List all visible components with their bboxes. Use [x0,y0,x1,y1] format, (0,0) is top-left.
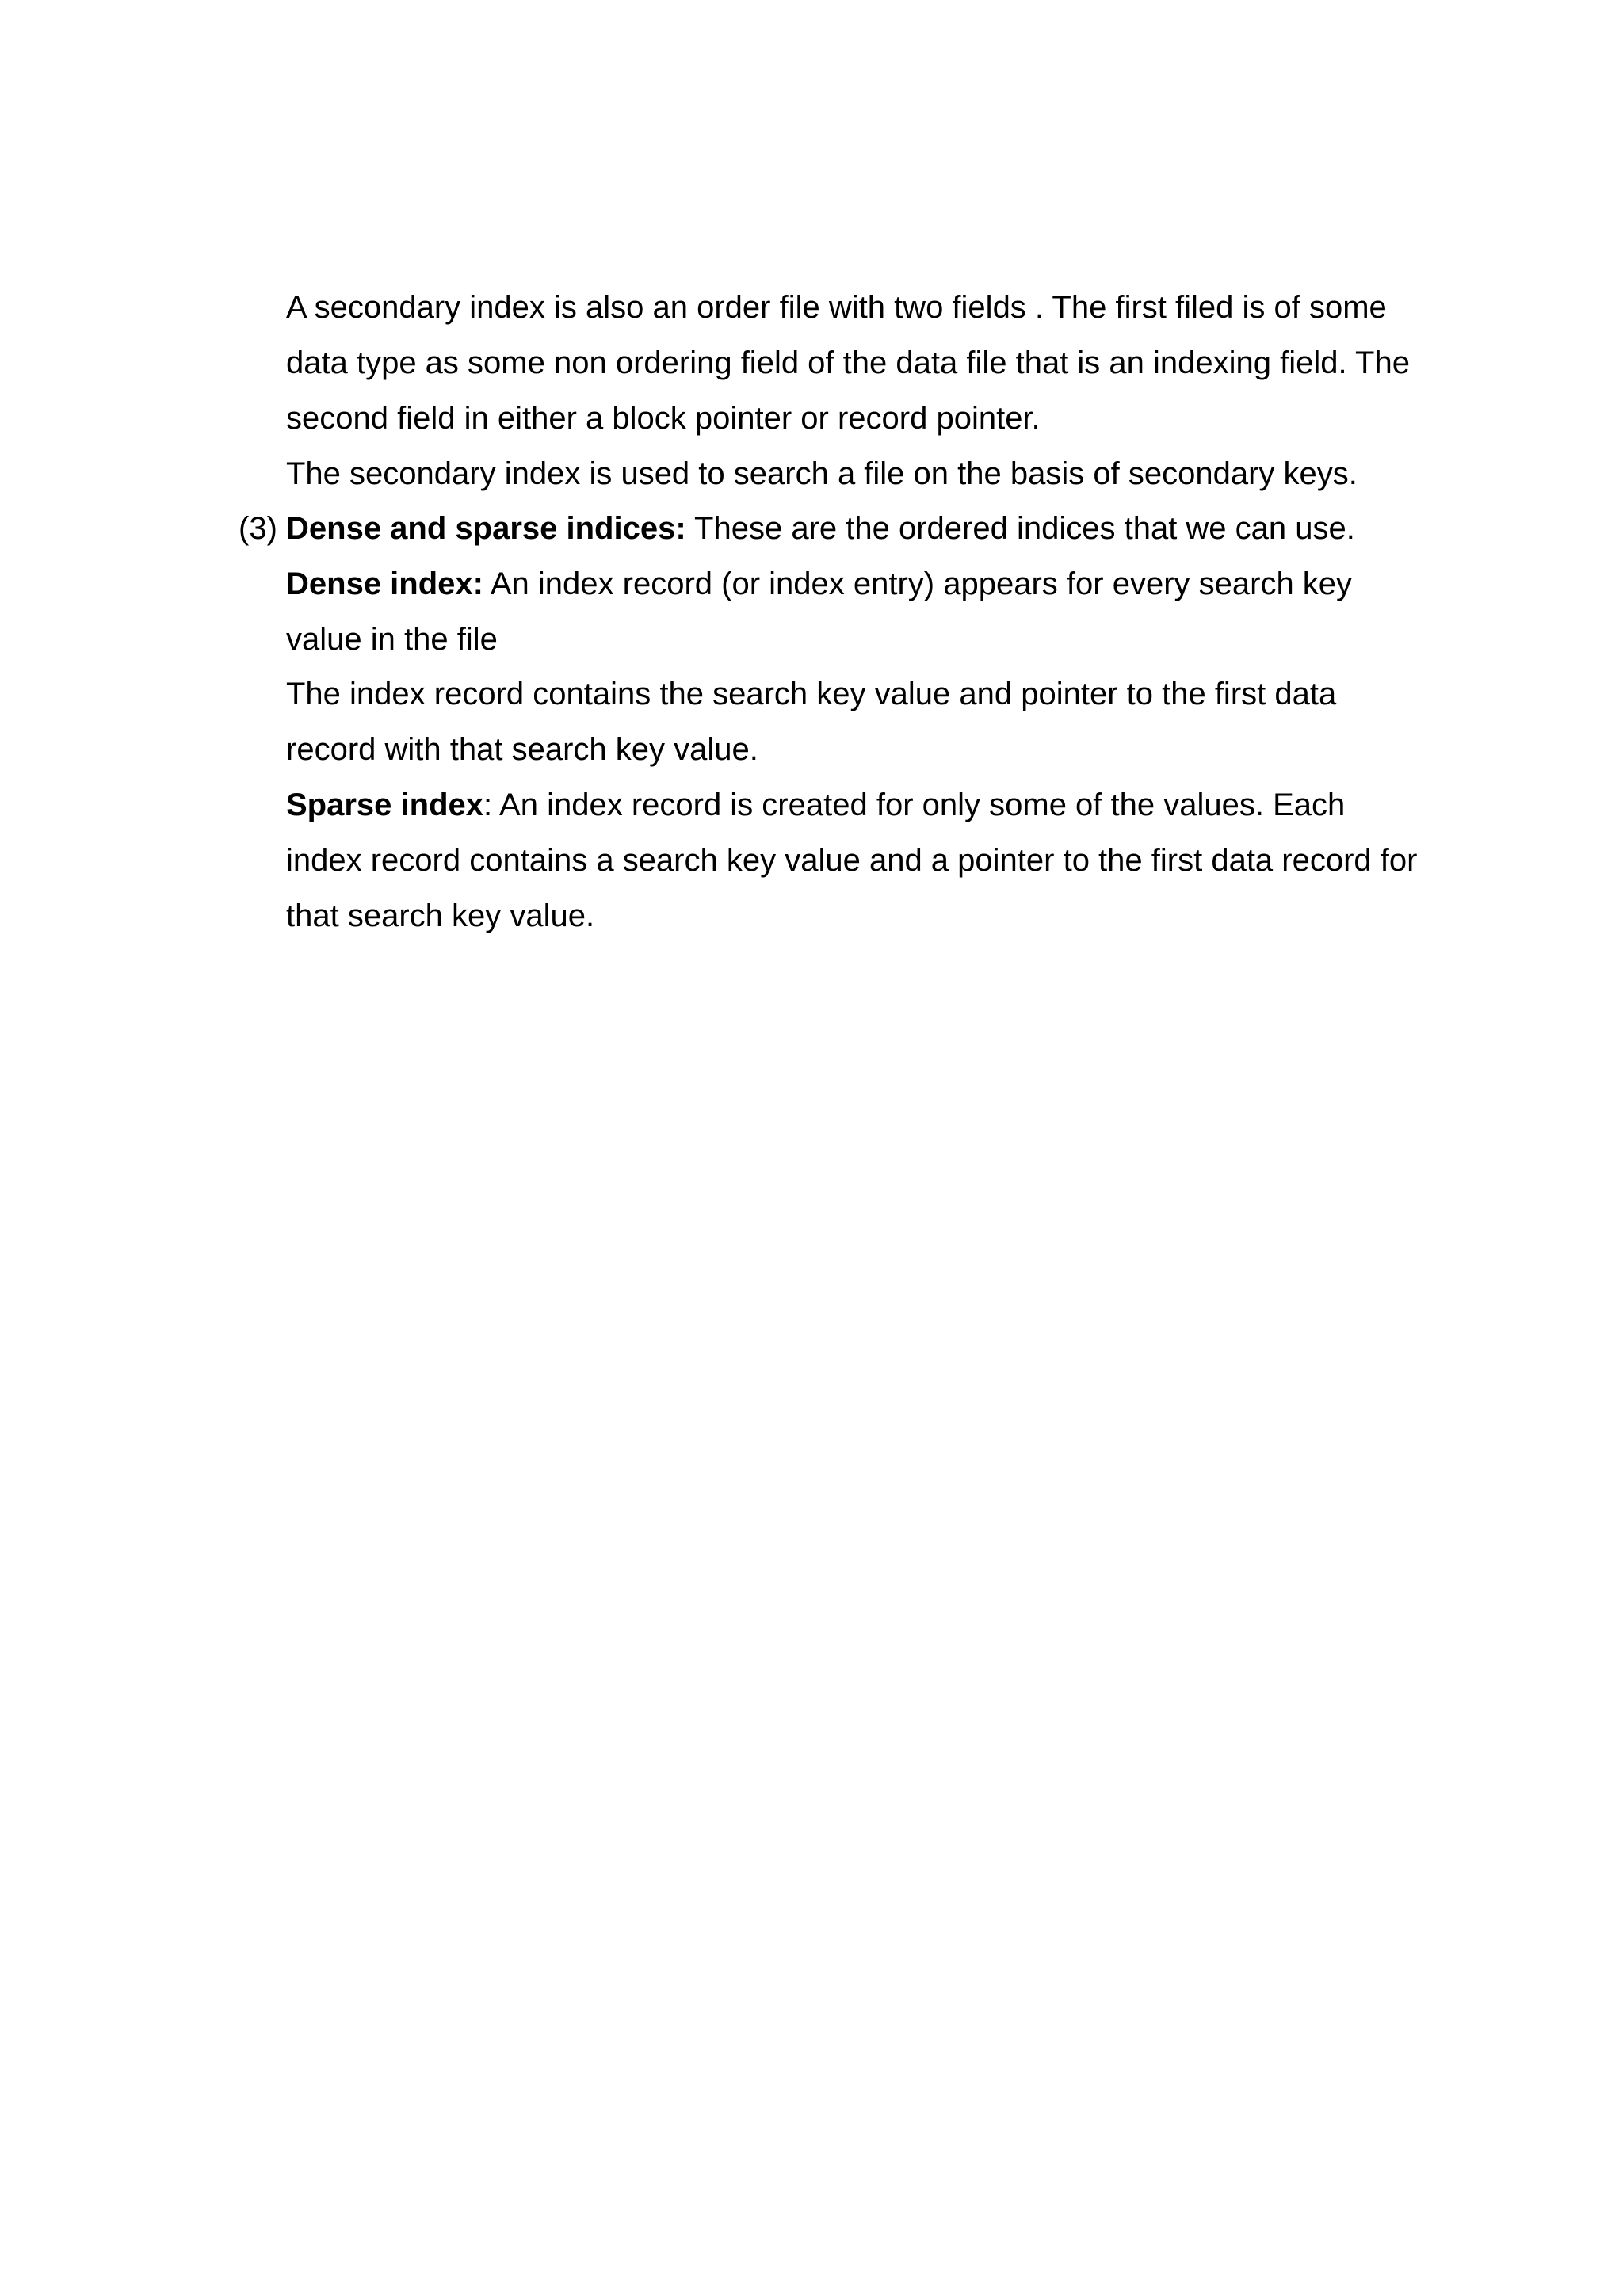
para1-line2: data type as some non ordering field of the data file that is an indexing field. The [286,345,1410,380]
item3-text: These are the ordered indices that we can use. [685,511,1355,546]
para1-line3: second field in either a block pointer or record pointer. [286,401,1041,436]
dense-line3: The index record contains the search key value and pointer to the first data [286,677,1337,711]
para1-line1: A secondary index is also an order file with two fields . The first filed is of some [286,290,1387,325]
dense-line2: value in the file [286,622,498,657]
sparse-line1 [286,786,1345,824]
dense-term: Dense index: [286,566,483,601]
item3-term: Dense and sparse indices: [286,511,686,546]
para2-line1: The secondary index is used to search a file on the basis of secondary keys. [286,456,1358,491]
sparse-line1-rest: : An index record is created for only some of the values. Each [483,788,1346,822]
dense-line4: record with that search key value. [286,732,758,767]
sparse-line2: index record contains a search key value and a pointer to the first data record for [286,843,1418,878]
dense-line1-rest: An index record (or index entry) appears for every search key [483,566,1353,601]
sparse-line3: that search key value. [286,898,595,933]
item3-line [286,509,1355,547]
sparse-term: Sparse index [286,788,484,822]
item3-marker: (3) [239,511,277,546]
dense-line1 [286,565,1352,603]
